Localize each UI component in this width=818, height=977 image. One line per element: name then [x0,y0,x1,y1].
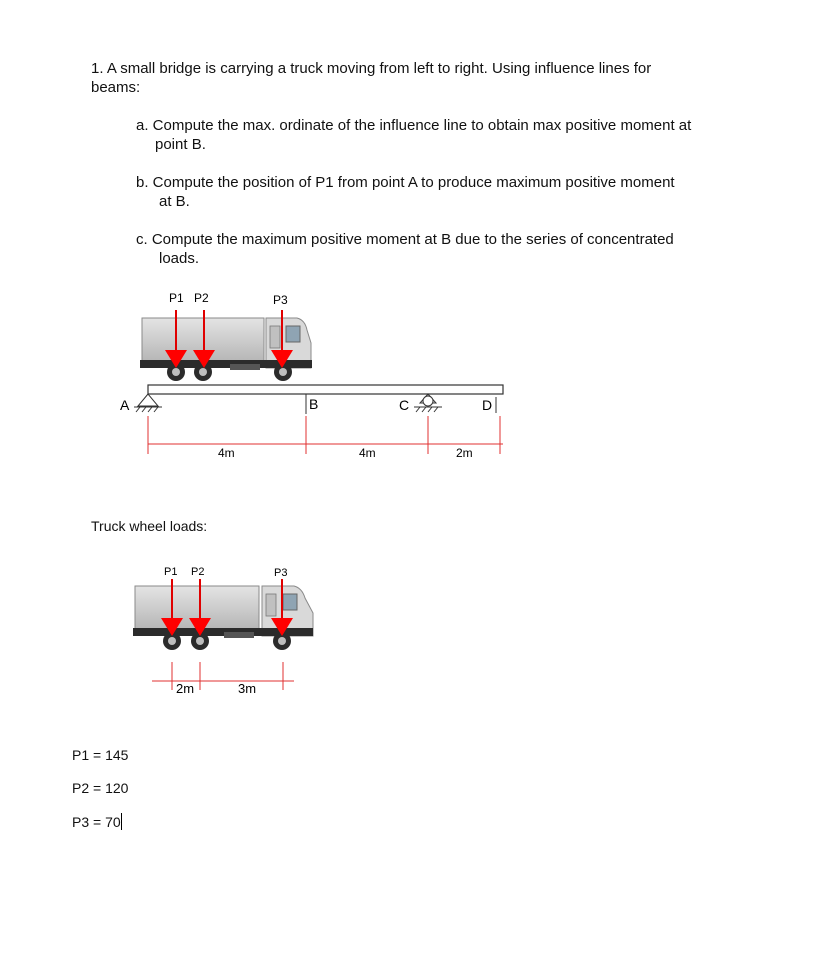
truck-wheel-loads-heading: Truck wheel loads: [91,518,208,534]
problem-stem [91,59,651,97]
point-label-b: B [309,396,319,412]
part-b-line1: b. Compute the position of P1 from point A to produce maximum positive moment [136,174,675,191]
pin-support-a [134,394,162,412]
value-p3-line[interactable] [72,813,122,830]
dimension-bc: 4m [359,446,376,460]
value-p2: P2 = 120 [72,780,129,796]
part-a [136,116,691,154]
spacing-p1-p2: 2m [176,681,195,696]
part-c [136,230,674,268]
wheel-spacing-dimension-line [152,662,294,690]
load-label-p3-2: P3 [274,567,288,579]
part-c-line2: loads. [159,250,200,267]
load-label-p2-2: P2 [191,566,205,578]
text-cursor [121,813,122,830]
beam-dimension-line [148,416,503,454]
truck-graphic [140,318,312,381]
part-a-line1: a. Compute the max. ordinate of the influence line to obtain max positive moment at [136,117,692,134]
point-label-c: C [399,397,410,413]
roller-support-c [414,394,442,412]
part-b-line2: at B. [159,193,190,210]
beam [148,385,503,394]
load-label-p1-2: P1 [164,566,178,578]
value-p1: P1 = 145 [72,747,129,763]
problem-stem-line1: 1. A small bridge is carrying a truck moving from left to right. Using influence lines for [91,60,652,77]
problem-stem-line2: beams: [91,79,141,96]
truck-figure [0,555,818,705]
load-label-p1: P1 [169,291,184,305]
spacing-p2-p3: 3m [238,681,257,696]
dimension-ab: 4m [218,446,235,460]
beam-figure [0,280,818,470]
value-p3: P3 = 70 [72,814,121,830]
point-label-d: D [482,397,493,413]
part-b [136,173,675,211]
dimension-cd: 2m [456,446,473,460]
part-a-line2: point B. [155,136,206,153]
load-label-p2: P2 [194,291,209,305]
part-c-line1: c. Compute the maximum positive moment at B due to the series of concentrated [136,231,674,248]
load-label-p3: P3 [273,293,288,307]
point-label-a: A [120,397,130,413]
